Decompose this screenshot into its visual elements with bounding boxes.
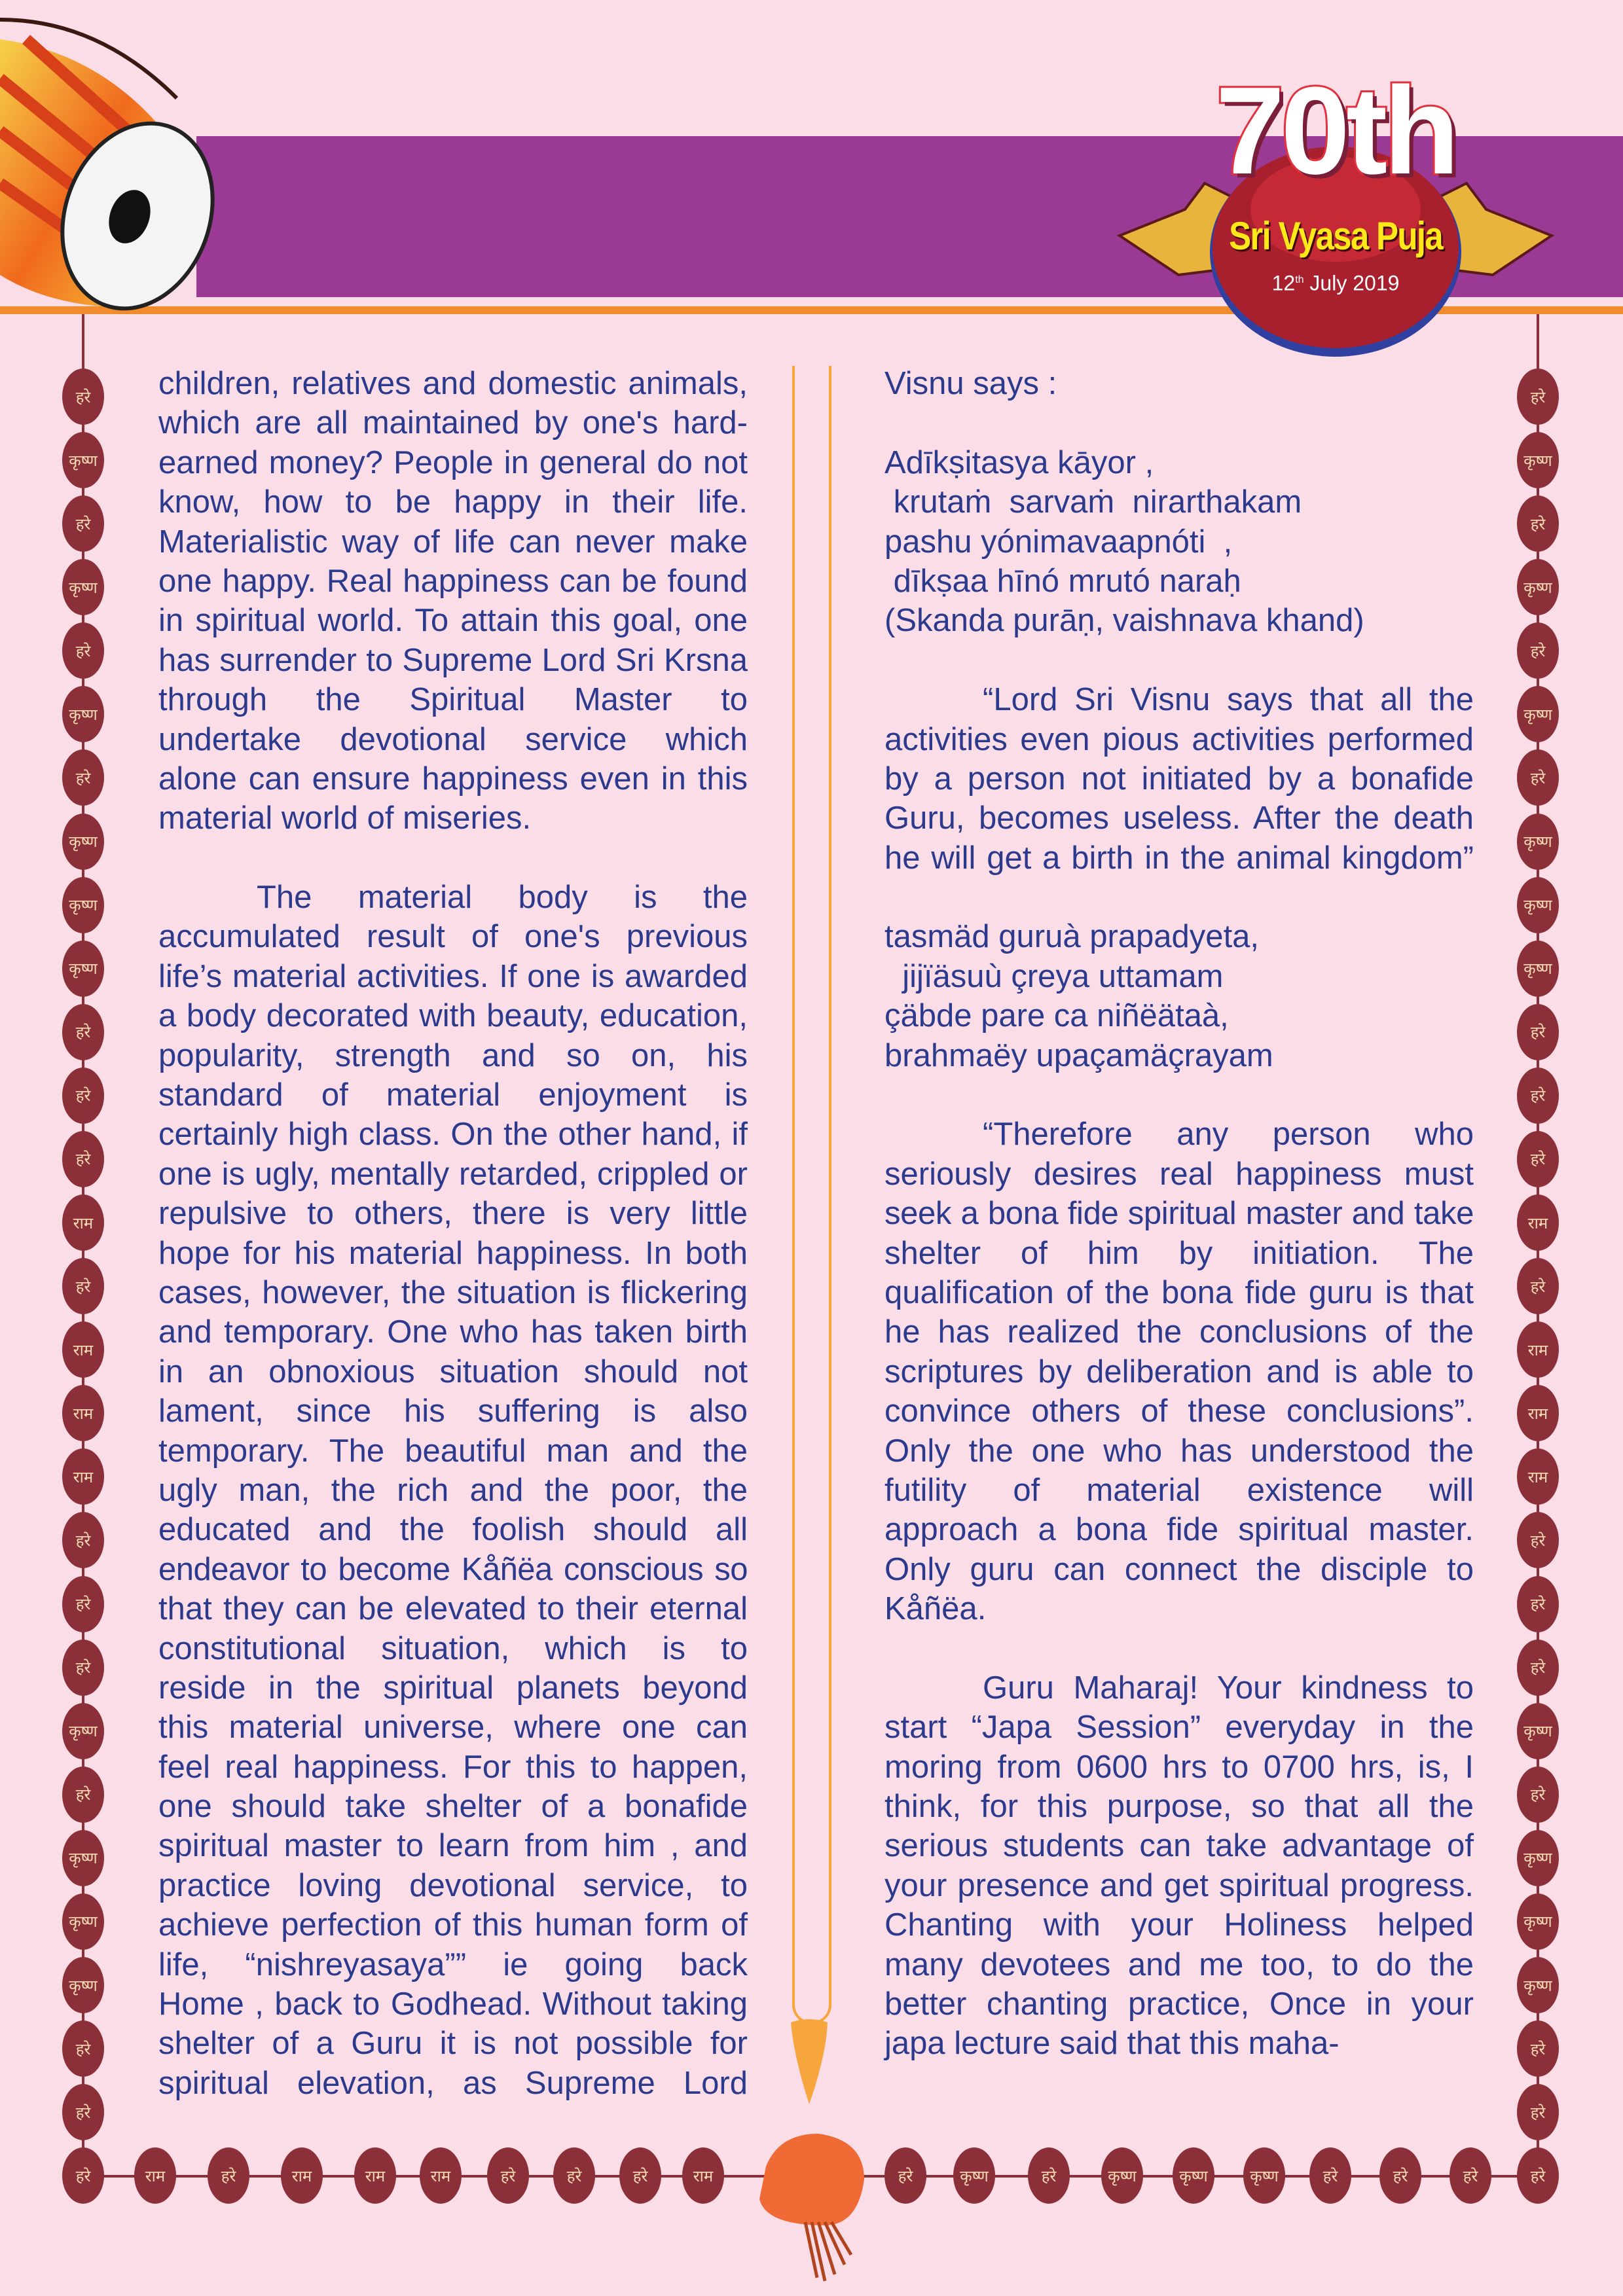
verse-line: brahmaëy upaçamäçrayam [884,1037,1273,1073]
text-line: approach a bona fide spiritual master. [884,1512,1474,1548]
text-line: has surrender to Supreme Lord Sri Krsna [158,642,748,678]
paragraph-gap [884,878,1474,917]
bead-right-26: हरे [1517,2020,1559,2077]
text-line: through the Spiritual Master to [158,682,748,718]
bead-left-15: राम [62,1321,104,1378]
bead-left-3: कृष्ण [62,559,104,615]
bead-right-9: कृष्ण [1517,941,1559,997]
text-line: in an obnoxious situation should not [158,1354,748,1390]
text-line: start “Japa Session” everyday in the [884,1710,1474,1746]
text-line: your presence and get spiritual progress. [884,1867,1474,1903]
text-line: educated and the foolish should all [158,1512,748,1548]
text-line: undertake devotional service which [158,721,748,757]
paragraph-gap [884,403,1474,442]
bead-right-20: हरे [1517,1640,1559,1696]
text-line: “Therefore any person who [983,1117,1474,1153]
text-line: qualification of the bona fide guru is that [884,1274,1474,1310]
bead-bottom-right-0: हरे [884,2147,926,2204]
text-line: Only guru can connect the disciple to [884,1551,1474,1587]
bead-left-7: कृष्ण [62,814,104,870]
text-line: Chanting with your Holiness helped [884,1907,1474,1943]
bead-right-8: कृष्ण [1517,877,1559,933]
text-line: alone can ensure happiness even in this [158,761,748,797]
badge-date [1106,267,1565,296]
text-line: achieve perfection of this human form of [158,1907,748,1943]
bead-right-24: कृष्ण [1517,1893,1559,1950]
bead-right-19: हरे [1517,1576,1559,1632]
bead-left-26: हरे [62,2020,104,2077]
bead-right-14: हरे [1517,1258,1559,1314]
text-line: earned money? People in general do not [158,444,748,480]
text-line: in spiritual world. To attain this goal, one [158,603,748,639]
text-line: one is ugly, mentally retarded, crippled or [158,1156,748,1192]
text-line: Guru Maharaj! Your kindness to [983,1670,1474,1706]
paragraph-gap [884,1629,1474,1668]
bead-left-18: हरे [62,1512,104,1568]
verse-line: pashu yónimavaapnóti , [884,524,1233,560]
text-line: lament, since his suffering is also [158,1393,748,1429]
badge-title: 70th [1215,62,1456,200]
text-line: temporary. The beautiful man and the [158,1433,748,1469]
bead-bottom-right-5: कृष्ण [1243,2147,1285,2204]
text-line: Home , back to Godhead. Without taking [158,1986,748,2022]
text-line: convince others of these conclusions”. [884,1393,1474,1429]
text-line: constitutional situation, which is to [158,1630,748,1666]
bead-left-24: कृष्ण [62,1893,104,1950]
text-line: ugly man, the rich and the poor, the [158,1472,748,1508]
bead-right-28: हरे [1517,2147,1559,2204]
tassel-icon [740,2127,890,2284]
text-line: this material universe, where one can [158,1710,748,1746]
text-line: repulsive to others, there is very little [158,1196,748,1232]
bead-left-6: हरे [62,749,104,806]
text-line: futility of material existence will [884,1472,1474,1508]
verse-line: dīkṣaa hīnó mrutó naraḥ [884,563,1241,599]
bead-bottom-right-2: हरे [1028,2147,1070,2204]
mridanga-drum-icon [0,0,249,321]
text-line: activities even pious activities performed [884,721,1474,757]
bead-right-7: कृष्ण [1517,814,1559,870]
text-line: material world of miseries. [158,800,532,836]
bead-left-20: हरे [62,1640,104,1696]
text-line: and temporary. One who has taken birth [158,1314,748,1350]
text-line: shelter of him by initiation. The [884,1235,1474,1271]
bead-right-22: हरे [1517,1767,1559,1823]
pendant-drop-icon [788,2016,830,2108]
paragraph-gap [884,1075,1474,1115]
text-line: many devotees and me too, to do the [884,1946,1474,1982]
bead-left-12: हरे [62,1131,104,1187]
bead-left-0: हरे [62,368,104,425]
bead-bottom-right-4: कृष्ण [1173,2147,1214,2204]
text-line: standard of material enjoyment is [158,1077,748,1113]
bead-left-21: कृष्ण [62,1703,104,1759]
bead-left-5: कृष्ण [62,686,104,742]
text-line: “Lord Sri Visnu says that all the [983,682,1474,718]
verse-line: Adīkṣitasya kāyor , [884,444,1154,480]
bead-right-21: कृष्ण [1517,1703,1559,1759]
bead-right-3: कृष्ण [1517,559,1559,615]
bead-left-9: कृष्ण [62,941,104,997]
text-line: life, “nishreyasaya”” ie going back [158,1946,748,1982]
text-line: Materialistic way of life can never make [158,524,748,560]
bead-right-10: हरे [1517,1004,1559,1060]
badge-subtitle: Sri Vyasa Puja [1229,214,1442,258]
text-line: life’s material activities. If one is awarded [158,958,748,994]
bead-left-17: राम [62,1448,104,1505]
column-divider-thread [792,366,831,2024]
bead-left-10: हरे [62,1004,104,1060]
bead-right-1: कृष्ण [1517,432,1559,488]
bead-bottom-left-7: हरे [619,2147,661,2204]
text-line: better chanting practice, Once in your [884,1986,1474,2022]
bead-bottom-left-1: हरे [208,2147,249,2204]
bead-right-17: राम [1517,1448,1559,1505]
bead-left-8: कृष्ण [62,877,104,933]
bead-right-16: राम [1517,1385,1559,1441]
date-day: 12 [1271,271,1296,295]
verse-line: (Skanda purāṇ, vaishnava khand) [884,603,1364,639]
bead-left-4: हरे [62,622,104,679]
bead-bottom-left-8: राम [682,2147,724,2204]
text-line: cases, however, the situation is flickering [158,1274,748,1310]
bead-right-12: हरे [1517,1131,1559,1187]
bead-left-11: हरे [62,1067,104,1124]
text-line: practice loving devotional service, to [158,1867,748,1903]
bead-left-19: हरे [62,1576,104,1632]
bead-left-22: हरे [62,1767,104,1823]
text-line: think, for this purpose, so that all the [884,1789,1474,1825]
bead-right-15: राम [1517,1321,1559,1378]
bead-left-23: कृष्ण [62,1830,104,1886]
bead-bottom-left-4: राम [420,2147,462,2204]
bead-right-27: हरे [1517,2084,1559,2140]
text-line: popularity, strength and so on, his [158,1037,748,1073]
bead-bottom-left-5: हरे [487,2147,529,2204]
bead-bottom-right-8: हरे [1450,2147,1491,2204]
bead-right-0: हरे [1517,368,1559,425]
bead-right-2: हरे [1517,495,1559,552]
text-line: children, relatives and domestic animals, [158,366,748,401]
bead-bottom-right-1: कृष्ण [953,2147,995,2204]
text-line: Guru, becomes useless. After the death [884,800,1474,836]
verse-line: tasmäd guruà prapadyeta, [884,919,1260,955]
right-text-column [884,364,1474,2064]
text-line: certainly high class. On the other hand, if [158,1117,748,1153]
text-line: seriously desires real happiness must [884,1156,1474,1192]
text-line: reside in the spiritual planets beyond [158,1670,748,1706]
bead-right-25: कृष्ण [1517,1957,1559,2013]
verse-line: çäbde pare ca niñëätaà, [884,998,1229,1034]
text-line: which are all maintained by one's hard- [158,405,748,441]
bead-right-13: राम [1517,1194,1559,1251]
bead-bottom-left-3: राम [354,2147,396,2204]
text-line: he will get a birth in the animal kingdom” [884,840,1474,876]
bead-left-27: हरे [62,2084,104,2140]
bead-bottom-left-0: राम [134,2147,176,2204]
bead-bottom-right-7: हरे [1379,2147,1421,2204]
bead-bottom-left-6: हरे [553,2147,595,2204]
bead-left-16: राम [62,1385,104,1441]
bead-right-23: कृष्ण [1517,1830,1559,1886]
text-line: one should take shelter of a bonafide [158,1789,748,1825]
text-line: hope for his material happiness. In both [158,1235,748,1271]
date-suffix: th [1295,274,1304,285]
bead-left-28: हरे [62,2147,104,2204]
text-line: accumulated result of one's previous [158,919,748,955]
text-line: seek a bona fide spiritual master and take [884,1196,1474,1232]
bead-right-4: हरे [1517,622,1559,679]
text-line: serious students can take advantage of [884,1828,1474,1864]
text-line: know, how to be happy in their life. [158,484,748,520]
date-rest: July 2019 [1309,271,1400,295]
bead-left-13: राम [62,1194,104,1251]
text-line: scriptures by deliberation and is able to [884,1354,1474,1390]
bead-left-2: हरे [62,495,104,552]
text-line: japa lecture said that this maha- [884,2026,1340,2062]
bead-right-5: कृष्ण [1517,686,1559,742]
paragraph-gap [884,641,1474,680]
text-line: feel real happiness. For this to happen, [158,1749,748,1785]
bead-bottom-right-6: हरे [1309,2147,1351,2204]
text-line: one happy. Real happiness can be found [158,563,748,599]
bead-bottom-left-2: राम [281,2147,323,2204]
bead-left-1: कृष्ण [62,432,104,488]
paragraph-gap [158,838,748,878]
verse-line: krutaṁ sarvaṁ nirarthakam [884,484,1302,520]
text-line: that they can be elevated to their eternal [158,1591,748,1627]
text-line: by a person not initiated by a bonafide [884,761,1474,797]
bead-right-18: हरे [1517,1512,1559,1568]
text-line: Only the one who has understood the [884,1433,1474,1469]
text-line: The material body is the [257,880,748,916]
text-line: Kåñëa. [884,1591,987,1627]
text-line: a body decorated with beauty, education, [158,998,748,1034]
text-line: he has realized the conclusions of the [884,1314,1474,1350]
left-text-column [158,364,748,2103]
text-line: shelter of a Guru it is not possible for [158,2026,748,2062]
text-line: endeavor to become Kåñëa conscious so [158,1551,748,1587]
bead-left-14: हरे [62,1258,104,1314]
text-line: moring from 0600 hrs to 0700 hrs, is, I [884,1749,1474,1785]
verse-line: jijïäsuù çreya uttamam [884,958,1224,994]
verse-line: Visnu says : [884,366,1057,401]
anniversary-badge [1106,59,1565,360]
text-line: spiritual master to learn from him , and [158,1828,748,1864]
bead-left-25: कृष्ण [62,1957,104,2013]
bead-right-11: हरे [1517,1067,1559,1124]
bead-right-6: हरे [1517,749,1559,806]
text-line: spiritual elevation, as Supreme Lord [158,2065,748,2101]
bead-bottom-right-3: कृष्ण [1101,2147,1143,2204]
